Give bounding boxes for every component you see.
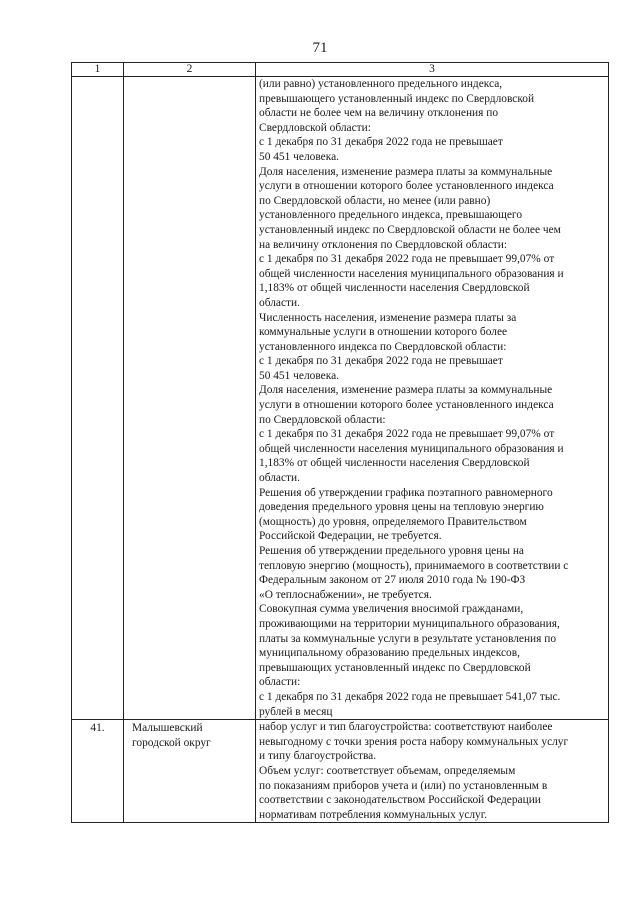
description-line: Решения об утверждении предельного уровня цены на <box>259 545 524 557</box>
description-line: Совокупная сумма увеличения вносимой гражданами, <box>259 603 524 616</box>
description-line: области. <box>259 472 300 485</box>
description-line: «О теплоснабжении», не требуется. <box>259 588 432 601</box>
description-line: тепловую энергию (мощность), принимаемого в соответствии с <box>259 559 569 572</box>
description-line: муниципальному образованию предельных индексов, <box>259 647 520 660</box>
page-number: 71 <box>312 40 328 56</box>
description-line: области: <box>259 676 301 689</box>
description-line: услуги в отношении которого более установленного индекса <box>259 180 554 193</box>
description-line: области не более чем на величину отклонения по <box>259 107 499 120</box>
description-line: 1,183% от общей численности населения Свердловской <box>259 282 530 295</box>
description-line: по Свердловской области, но менее (или равно) <box>259 194 491 207</box>
description-line: и типу благоустройства. <box>259 750 377 763</box>
description-line: общей численности населения муниципального образования и <box>259 267 564 280</box>
description-line: коммунальные услуги в отношении которого более <box>259 326 508 339</box>
description-line: области. <box>259 296 300 309</box>
description-line: проживающими на территории муниципального образования, <box>259 617 560 630</box>
description-line: Российской Федерации, не требуется. <box>259 530 442 543</box>
description-line: Федеральным законом от 27 июля 2010 года № 190-ФЗ <box>259 574 526 587</box>
municipality-cell <box>124 720 256 823</box>
description-line: 1,183% от общей численности населения Свердловской <box>259 457 530 470</box>
description-line: установленный индекс по Свердловской области не более чем <box>259 223 561 236</box>
table-row <box>72 720 609 823</box>
description-line: 50 451 человека. <box>259 150 339 163</box>
description-line: Объем услуг: соответствует объемам, определяемым <box>259 764 516 777</box>
description-line: Решения об утверждении графика поэтапного равномерного <box>259 486 553 499</box>
description-line: услуги в отношении которого более установленного индекса <box>259 399 554 412</box>
description-line: 50 451 человека. <box>259 369 339 382</box>
description-cell <box>256 77 609 720</box>
description-line: установленного предельного индекса, превышающего <box>259 209 523 222</box>
description-line: общей численности населения муниципального образования и <box>259 442 564 455</box>
municipality-name-line: городской округ <box>132 736 211 749</box>
description-line: превышающих установленный индекс по Свердловской <box>259 661 531 674</box>
description-line: (или равно) установленного предельного индекса, <box>259 78 503 90</box>
tariff-table <box>71 62 609 823</box>
table-row <box>72 77 609 720</box>
row-number-cell <box>72 77 124 720</box>
description-line: невыгодному с точки зрения роста набору коммунальных услуг <box>259 735 569 748</box>
column-header-1: 1 <box>72 63 124 77</box>
description-line: доведения предельного уровня цены на тепловую энергию <box>259 501 544 514</box>
description-line: (мощность) до уровня, определяемого Правительством <box>259 515 527 528</box>
description-line: с 1 декабря по 31 декабря 2022 года не превышает <box>259 355 503 368</box>
description-line: Доля населения, изменение размера платы за коммунальные <box>259 165 553 178</box>
description-line: по показаниям приборов учета и (или) по установленным в <box>259 779 548 792</box>
municipality-name-line: Малышевский <box>132 722 203 735</box>
description-line: установленного индекса по Свердловской области: <box>259 340 507 353</box>
description-line: превышающего установленный индекс по Свердловской <box>259 92 535 105</box>
description-line: нормативам потребления коммунальных услуг. <box>259 808 487 821</box>
municipality-cell <box>124 77 256 720</box>
row-number-cell: 41. <box>72 720 124 823</box>
description-line: рублей в месяц <box>259 705 333 718</box>
description-line: Доля населения, изменение размера платы за коммунальные <box>259 384 553 397</box>
table-header-row <box>72 63 609 77</box>
description-line: набор услуг и тип благоустройства: соответствуют наиболее <box>259 721 553 734</box>
description-line: Свердловской области: <box>259 121 371 134</box>
description-cell <box>256 720 609 823</box>
description-line: с 1 декабря по 31 декабря 2022 года не превышает <box>259 136 503 149</box>
description-line: платы за коммунальные услуги в результате установления по <box>259 632 557 645</box>
description-line: с 1 декабря по 31 декабря 2022 года не превышает 541,07 тыс. <box>259 690 561 703</box>
description-line: по Свердловской области: <box>259 413 386 426</box>
description-line: с 1 декабря по 31 декабря 2022 года не превышает 99,07% от <box>259 428 555 441</box>
column-header-2: 2 <box>124 63 256 77</box>
description-line: соответствии с законодательством Российской Федерации <box>259 794 541 807</box>
description-line: Численность населения, изменение размера платы за <box>259 311 517 324</box>
description-line: на величину отклонения по Свердловской области: <box>259 238 508 251</box>
column-header-3: 3 <box>256 63 609 77</box>
description-line: с 1 декабря по 31 декабря 2022 года не превышает 99,07% от <box>259 253 555 266</box>
